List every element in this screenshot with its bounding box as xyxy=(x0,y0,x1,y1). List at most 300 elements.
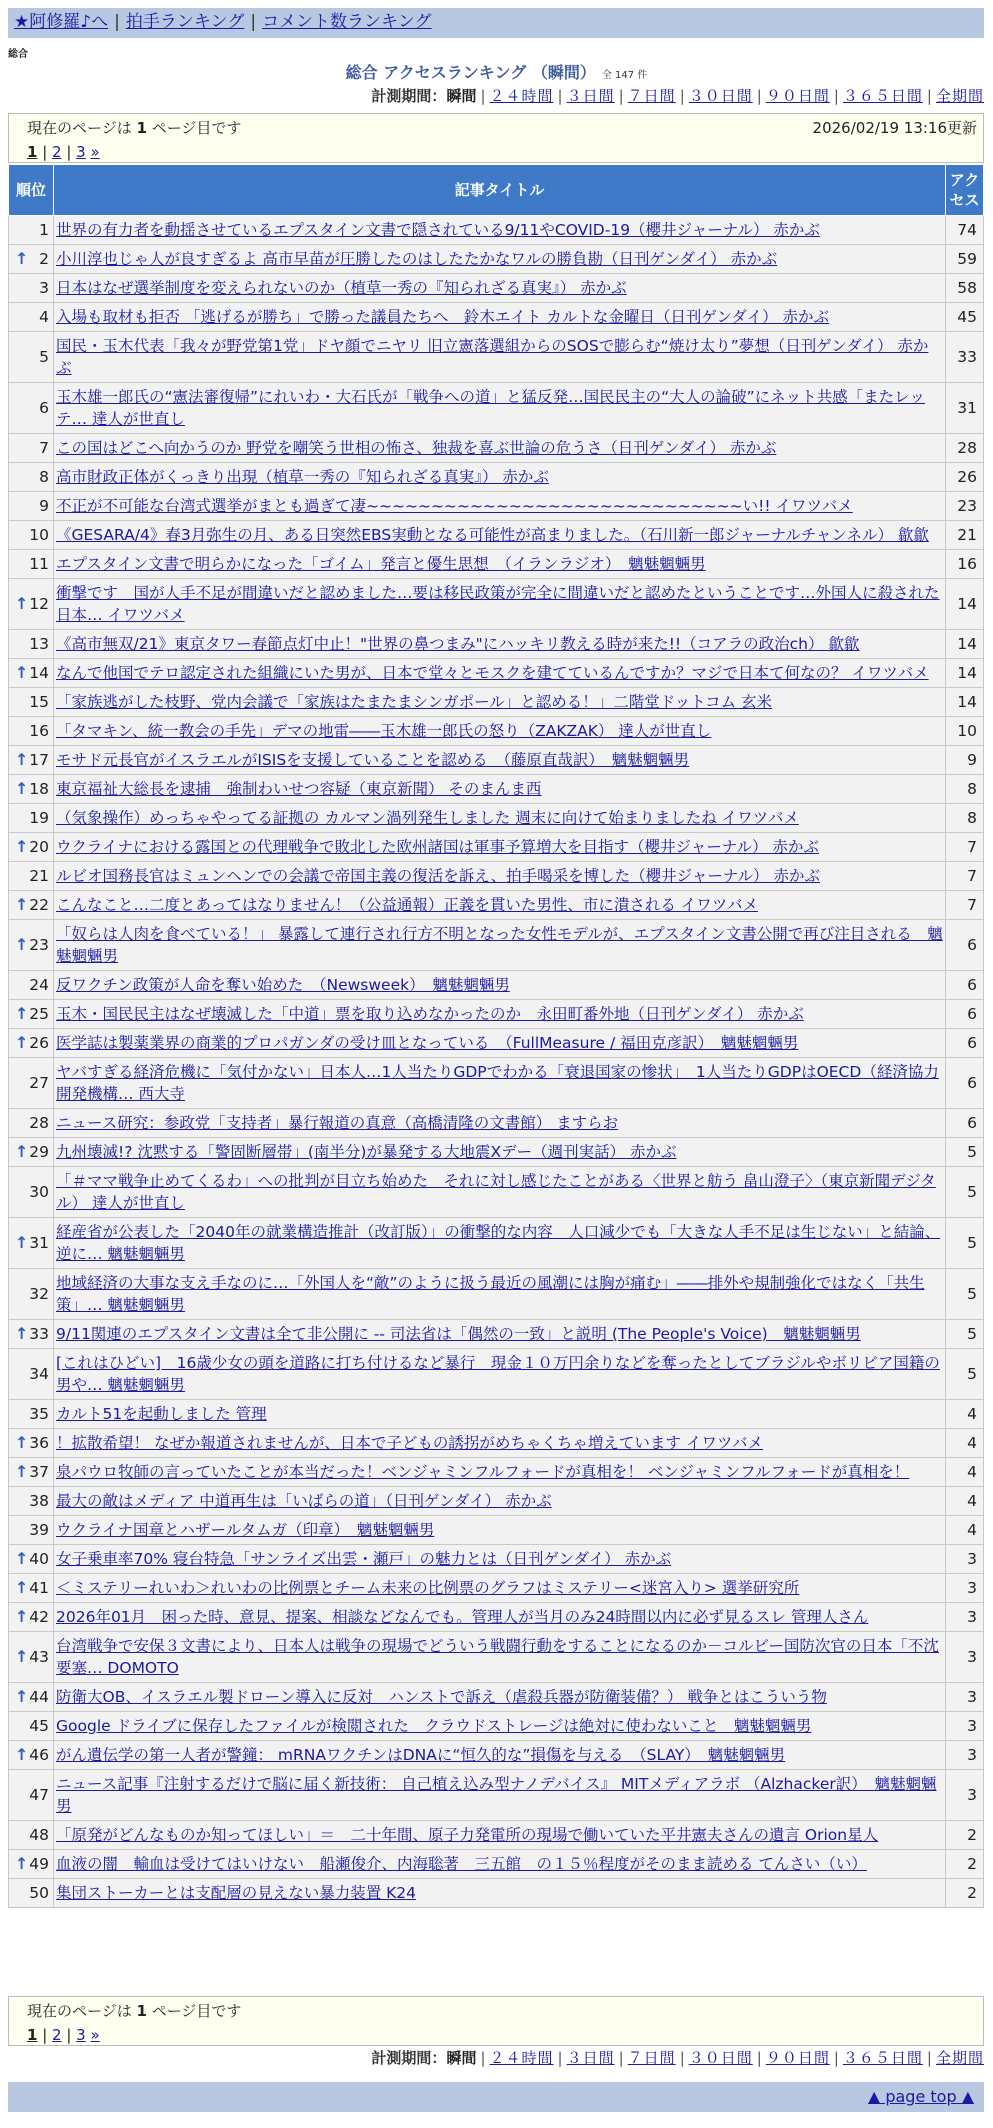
period-link[interactable]: ２４時間 xyxy=(489,2049,554,2067)
article-link[interactable]: 9/11関連のエプスタイン文書は全て非公開に -- 司法省は「偶然の一致」と説明 (The People's Voice) 魑魅魍魎男 xyxy=(56,1325,861,1343)
access-count: 5 xyxy=(946,1218,984,1269)
article-link[interactable]: 世界の有力者を動揺させているエプスタイン文書で隠されている9/11やCOVID-19（櫻井ジャーナル） 赤かぶ xyxy=(56,221,820,239)
period-separator: | xyxy=(557,2049,563,2067)
access-count: 9 xyxy=(946,746,984,775)
access-count: 14 xyxy=(946,579,984,630)
table-header-row xyxy=(9,165,984,216)
rank-cell xyxy=(9,1683,54,1712)
article-link[interactable]: ニュース記事『注射するだけで脳に届く新技術： 自己植え込み型ナノデバイス』 MITメディアラボ （Alzhacker訳） 魑魅魍魎男 xyxy=(56,1775,937,1815)
rank-cell xyxy=(9,1712,54,1741)
page-separator: | xyxy=(61,2026,77,2044)
article-link[interactable]: ウクライナ国章とハザールタムガ（印章） 魑魅魍魎男 xyxy=(56,1521,435,1539)
access-count: 3 xyxy=(946,1632,984,1683)
rank-number: 30 xyxy=(29,1183,49,1201)
article-link[interactable]: 防衛大OB、イスラエル製ドローン導入に反対 ハンストで訴え（虐殺兵器が防衛装備？） 戦争とはこういう物 xyxy=(56,1688,827,1706)
rank-cell xyxy=(9,383,54,434)
arrow-up-icon: ↑ xyxy=(15,1607,29,1626)
rank-cell xyxy=(9,717,54,746)
top-nav-bar xyxy=(8,8,984,38)
rank-number: 17 xyxy=(29,751,49,769)
period-link[interactable]: ３６５日間 xyxy=(842,2049,923,2067)
page-links xyxy=(27,140,965,164)
rank-cell xyxy=(9,920,54,971)
nav-separator: | xyxy=(114,12,120,32)
access-count: 3 xyxy=(946,1712,984,1741)
article-link[interactable]: ！拡散希望！ なぜか報道されませんが、日本で子どもの誘拐がめちゃくちゃ増えています イワツバメ xyxy=(56,1434,764,1452)
title-cell xyxy=(54,1218,946,1269)
arrow-up-icon: ↑ xyxy=(15,1745,29,1764)
current-page-number: 1 xyxy=(136,2002,147,2020)
table-row xyxy=(9,1545,984,1574)
rank-number: 3 xyxy=(39,279,49,297)
article-link[interactable]: 「タマキン、統一教会の手先」デマの地雷――玉木雄一郎氏の怒り（ZAKZAK） 達人が世直し xyxy=(56,722,712,740)
rank-cell xyxy=(9,245,54,274)
period-separator: | xyxy=(833,87,839,105)
period-separator: | xyxy=(926,2049,932,2067)
arrow-up-icon: ↑ xyxy=(15,935,29,954)
article-link[interactable]: カルト51を起動しました 管理 xyxy=(56,1405,267,1423)
table-row xyxy=(9,1712,984,1741)
title-cell xyxy=(54,1429,946,1458)
arrow-up-icon: ↑ xyxy=(15,1687,29,1706)
access-count: 8 xyxy=(946,804,984,833)
title-cell xyxy=(54,1879,946,1908)
rank-cell xyxy=(9,1269,54,1320)
table-row xyxy=(9,1821,984,1850)
access-count: 6 xyxy=(946,1029,984,1058)
rank-cell xyxy=(9,1516,54,1545)
article-link[interactable]: 衝撃です 国が人手不足が間違いだと認めました…要は移民政策が完全に間違いだと認めたということです…外国人に殺された日本… イワツバメ xyxy=(56,584,940,624)
article-link[interactable]: 東京福祉大総長を逮捕 強制わいせつ容疑（東京新聞） そのまんま西 xyxy=(56,780,542,798)
access-count: 45 xyxy=(946,303,984,332)
page-top-link[interactable]: ▲ page top ▲ xyxy=(867,2087,974,2106)
rank-cell xyxy=(9,550,54,579)
access-count: 6 xyxy=(946,920,984,971)
table-row xyxy=(9,1632,984,1683)
article-link[interactable]: 国民・玉木代表「我々が野党第1党」ドヤ顔でニヤリ 旧立憲落選組からのSOSで膨らむ“焼け太り”夢想（日刊ゲンダイ） 赤かぶ xyxy=(56,337,929,377)
column-header-title: 記事タイトル xyxy=(54,165,946,216)
period-link[interactable]: ３日間 xyxy=(566,87,615,105)
article-link[interactable]: ウクライナにおける露国との代理戦争で敗北した欧州諸国は軍事予算増大を目指す（櫻井ジャーナル） 赤かぶ xyxy=(56,838,819,856)
table-row xyxy=(9,1167,984,1218)
ranking-table xyxy=(8,164,984,1908)
rank-cell xyxy=(9,1400,54,1429)
article-link[interactable]: がん遺伝学の第一人者が警鐘： mRNAワクチンはDNAに“恒久的な”損傷を与える （SLAY） 魑魅魍魎男 xyxy=(56,1746,786,1764)
rank-cell xyxy=(9,891,54,920)
rank-number: 14 xyxy=(29,664,49,682)
rank-number: 11 xyxy=(29,555,49,573)
table-row xyxy=(9,1850,984,1879)
article-link[interactable]: 地域経済の大事な支え手なのに…「外国人を“敵”のように扱う最近の風潮には胸が痛む」――排外や規制強化ではなく「共生策」… 魑魅魍魎男 xyxy=(56,1274,925,1314)
pager-top xyxy=(8,113,984,163)
title-cell xyxy=(54,1400,946,1429)
page-links xyxy=(27,2023,965,2047)
period-link[interactable]: ３０日間 xyxy=(688,87,753,105)
rank-cell xyxy=(9,1218,54,1269)
rank-number: 26 xyxy=(29,1034,49,1052)
article-link[interactable]: 女子乗車率70% 寝台特急「サンライズ出雲・瀬戸」の魅力とは（日刊ゲンダイ） 赤かぶ xyxy=(56,1550,672,1568)
rank-number: 19 xyxy=(29,809,49,827)
rank-cell xyxy=(9,1632,54,1683)
access-count: 8 xyxy=(946,775,984,804)
rank-cell xyxy=(9,1167,54,1218)
arrow-up-icon: ↑ xyxy=(15,1647,29,1666)
article-link[interactable]: ヤバすぎる経済危機に「気付かない」日本人…1人当たりGDPでわかる「衰退国家の惨状」 1人当たりGDPはOECD（経済協力開発機構… 西大寺 xyxy=(56,1063,939,1103)
article-link[interactable]: 「家族逃がした枝野、党内会議で「家族はたまたまシンガポール」と認める！」二階堂ドットコム 玄米 xyxy=(56,693,772,711)
article-link[interactable]: こんなこと…二度とあってはなりません！（公益通報）正義を貫いた男性、市に潰される イワツバメ xyxy=(56,896,758,914)
article-link[interactable]: 九州壊滅!? 沈黙する「警固断層帯」(南半分)が暴発する大地震Xデー（週刊実話） 赤かぶ xyxy=(56,1143,677,1161)
period-link[interactable]: ３６５日間 xyxy=(842,87,923,105)
home-link[interactable]: ★阿修羅♪へ xyxy=(14,12,109,32)
table-row xyxy=(9,971,984,1000)
rank-cell xyxy=(9,746,54,775)
period-separator: | xyxy=(679,2049,685,2067)
rank-cell xyxy=(9,1487,54,1516)
title-cell xyxy=(54,1603,946,1632)
period-link[interactable]: ２４時間 xyxy=(489,87,554,105)
rank-cell xyxy=(9,216,54,245)
rank-number: 37 xyxy=(29,1463,49,1481)
page-link[interactable]: 3 xyxy=(76,143,86,161)
access-count: 6 xyxy=(946,1000,984,1029)
arrow-up-icon: ↑ xyxy=(15,1462,29,1481)
page-status: 現在のページは 1 ページ目です xyxy=(27,2002,242,2020)
arrow-up-icon: ↑ xyxy=(15,750,29,769)
title-cell xyxy=(54,303,946,332)
table-row xyxy=(9,1516,984,1545)
period-separator: | xyxy=(618,87,624,105)
article-link[interactable]: エプスタイン文書で明らかになった「ゴイム」発言と優生思想 （イランラジオ） 魑魅魍魎男 xyxy=(56,555,706,573)
rank-cell xyxy=(9,521,54,550)
article-link[interactable]: ニュース研究：参政党「支持者」暴行報道の真意（高橋清隆の文書館） ますらお xyxy=(56,1114,619,1132)
table-row xyxy=(9,1487,984,1516)
rank-number: 15 xyxy=(29,693,49,711)
access-count: 2 xyxy=(946,1821,984,1850)
arrow-up-icon: ↑ xyxy=(15,1854,29,1873)
rank-number: 49 xyxy=(29,1855,49,1873)
access-count: 14 xyxy=(946,630,984,659)
rank-number: 13 xyxy=(29,635,49,653)
article-link[interactable]: 2026年01月 困った時、意見、提案、相談などなんでも。管理人が当月のみ24時間以内に必ず見るスレ 管理人さん xyxy=(56,1608,869,1626)
table-row xyxy=(9,1770,984,1821)
period-link[interactable]: ３日間 xyxy=(566,2049,615,2067)
title-cell xyxy=(54,1741,946,1770)
table-row xyxy=(9,216,984,245)
arrow-up-icon: ↑ xyxy=(15,1033,29,1052)
table-row xyxy=(9,833,984,862)
table-row xyxy=(9,659,984,688)
rank-cell xyxy=(9,274,54,303)
rank-cell xyxy=(9,492,54,521)
rank-cell xyxy=(9,1545,54,1574)
table-row xyxy=(9,245,984,274)
article-link[interactable]: 経産省が公表した「2040年の就業構造推計（改訂版）」の衝撃的な内容 人口減少でも「大きな人手不足は生じない」と結論、逆に… 魑魅魍魎男 xyxy=(56,1223,941,1263)
title-cell xyxy=(54,891,946,920)
access-count: 5 xyxy=(946,1349,984,1400)
article-link[interactable]: 不正が不可能な台湾式選挙がまとも過ぎて凄~~~~~~~~~~~~~~~~~~~~~~~~~~~~~い!! イワツバメ xyxy=(56,497,853,515)
rank-cell xyxy=(9,1458,54,1487)
title-cell xyxy=(54,550,946,579)
arrow-up-icon: ↑ xyxy=(15,779,29,798)
table-row xyxy=(9,775,984,804)
access-count: 2 xyxy=(946,1879,984,1908)
period-link[interactable]: 全期間 xyxy=(935,2049,984,2067)
title-cell xyxy=(54,216,946,245)
title-cell xyxy=(54,862,946,891)
access-count: 14 xyxy=(946,688,984,717)
rank-cell xyxy=(9,434,54,463)
access-count: 28 xyxy=(946,434,984,463)
title-cell xyxy=(54,492,946,521)
access-count: 10 xyxy=(946,717,984,746)
page-separator: | xyxy=(61,143,77,161)
rank-number: 36 xyxy=(29,1434,49,1452)
next-page-link[interactable]: » xyxy=(90,143,100,161)
title-cell xyxy=(54,383,946,434)
rank-number: 10 xyxy=(29,526,49,544)
access-count: 5 xyxy=(946,1269,984,1320)
rank-cell xyxy=(9,579,54,630)
rank-number: 47 xyxy=(29,1786,49,1804)
title-cell xyxy=(54,1516,946,1545)
rank-cell xyxy=(9,1741,54,1770)
access-count: 33 xyxy=(946,332,984,383)
rank-number: 4 xyxy=(39,308,49,326)
title-cell xyxy=(54,1545,946,1574)
rank-number: 25 xyxy=(29,1005,49,1023)
title-cell xyxy=(54,274,946,303)
table-row xyxy=(9,1109,984,1138)
rank-cell xyxy=(9,1574,54,1603)
table-row xyxy=(9,1269,984,1320)
article-link[interactable]: 入場も取材も拒否 「逃げるが勝ち」で勝った議員たちへ 鈴木エイト カルトな金曜日（日刊ゲンダイ） 赤かぶ xyxy=(56,308,830,326)
rank-cell xyxy=(9,1821,54,1850)
page-separator: | xyxy=(37,2026,53,2044)
arrow-up-icon: ↑ xyxy=(15,1549,29,1568)
article-link[interactable]: 玉木・国民民主はなぜ壊滅した「中道」票を取り込めなかったのか 永田町番外地（日刊ゲンダイ） 赤かぶ xyxy=(56,1005,804,1023)
access-count: 2 xyxy=(946,1850,984,1879)
title-cell xyxy=(54,630,946,659)
table-row xyxy=(9,1879,984,1908)
rank-number: 6 xyxy=(39,399,49,417)
rank-cell xyxy=(9,1349,54,1400)
page-link[interactable]: 2 xyxy=(52,143,62,161)
access-count: 4 xyxy=(946,1487,984,1516)
arrow-up-icon: ↑ xyxy=(15,1142,29,1161)
access-count: 7 xyxy=(946,833,984,862)
period-current: 瞬間 xyxy=(446,87,477,105)
title-cell xyxy=(54,1770,946,1821)
title-cell xyxy=(54,1850,946,1879)
rank-number: 48 xyxy=(29,1826,49,1844)
rank-number: 2 xyxy=(39,250,49,268)
article-link[interactable]: 反ワクチン政策が人命を奪い始めた （Newsweek） 魑魅魍魎男 xyxy=(56,976,510,994)
rank-number: 42 xyxy=(29,1608,49,1626)
title-cell xyxy=(54,1109,946,1138)
rank-number: 5 xyxy=(39,348,49,366)
rank-cell xyxy=(9,1320,54,1349)
article-link[interactable]: [これはひどい] 16歳少女の頭を道路に打ち付けるなど暴行 現金１０万円余りなどを奪ったとしてブラジルやボリビア国籍の男や… 魑魅魍魎男 xyxy=(56,1354,940,1394)
table-row xyxy=(9,630,984,659)
comment-ranking-link[interactable]: コメント数ランキング xyxy=(262,12,432,32)
access-count: 21 xyxy=(946,521,984,550)
table-row xyxy=(9,1683,984,1712)
table-row xyxy=(9,688,984,717)
table-row xyxy=(9,717,984,746)
table-row xyxy=(9,862,984,891)
arrow-up-icon: ↑ xyxy=(15,663,29,682)
article-link[interactable]: モサド元長官がイスラエルがISISを支援していることを認める （藤原直哉訳） 魑魅魍魎男 xyxy=(56,751,690,769)
table-row xyxy=(9,1349,984,1400)
period-separator: | xyxy=(679,87,685,105)
table-row xyxy=(9,1429,984,1458)
period-separator: | xyxy=(926,87,932,105)
article-link[interactable]: 日本はなぜ選挙制度を変えられないのか（植草一秀の『知られざる真実』） 赤かぶ xyxy=(56,279,627,297)
next-page-link[interactable]: » xyxy=(90,2026,100,2044)
title-cell xyxy=(54,1574,946,1603)
access-count: 16 xyxy=(946,550,984,579)
table-row xyxy=(9,1603,984,1632)
article-link[interactable]: 「奴らは人肉を食べている！」 暴露して連行され行方不明となった女性モデルが、エプスタイン文書公開で再び注目される 魑魅魍魎男 xyxy=(56,925,943,965)
period-label: 計測期間： xyxy=(371,87,447,105)
rank-number: 9 xyxy=(39,497,49,515)
article-link[interactable]: 玉木雄一郎氏の“憲法審復帰”にれいわ・大石氏が「戦争への道」と猛反発…国民民主の“大人の論破”にネット共感「またレッテ… 達人が世直し xyxy=(56,388,925,428)
title-cell xyxy=(54,1683,946,1712)
title-cell xyxy=(54,434,946,463)
access-count: 4 xyxy=(946,1400,984,1429)
rank-number: 41 xyxy=(29,1579,49,1597)
article-link[interactable]: この国はどこへ向かうのか 野党を嘲笑う世相の怖さ、独裁を喜ぶ世論の危うさ（日刊ゲンダイ） 赤かぶ xyxy=(56,439,777,457)
title-cell xyxy=(54,1269,946,1320)
title-cell xyxy=(54,1821,946,1850)
title-cell xyxy=(54,971,946,1000)
rank-cell xyxy=(9,630,54,659)
article-link[interactable]: 《GESARA/4》春3月弥生の月、ある日突然EBS実動となる可能性が高まりました。（石川新一郎ジャーナルチャンネル） 歙歙 xyxy=(56,526,929,544)
title-cell xyxy=(54,775,946,804)
article-link[interactable]: 血液の闇 輸血は受けてはいけない 船瀬俊介、内海聡著 三五館 の１５％程度がそのまま読める てんさい（い） xyxy=(56,1855,867,1873)
period-separator: | xyxy=(557,87,563,105)
rank-number: 20 xyxy=(29,838,49,856)
article-link[interactable]: 《高市無双/21》東京タワー春節点灯中止！"世界の鼻つまみ"にハッキリ教える時が来た!!（コアラの政治ch） 歙歙 xyxy=(56,635,860,653)
rank-number: 46 xyxy=(29,1746,49,1764)
access-count: 4 xyxy=(946,1458,984,1487)
article-link[interactable]: ＜ミステリーれいわ＞れいわの比例票とチーム未来の比例票のグラフはミステリー<迷宮入り> 選挙研究所 xyxy=(56,1579,800,1597)
category-label: 総合 xyxy=(8,49,28,60)
clap-ranking-link[interactable]: 拍手ランキング xyxy=(125,12,245,32)
access-count: 3 xyxy=(946,1545,984,1574)
access-count: 3 xyxy=(946,1683,984,1712)
period-link[interactable]: ９０日間 xyxy=(765,87,830,105)
rank-cell xyxy=(9,804,54,833)
rank-number: 33 xyxy=(29,1325,49,1343)
rank-cell xyxy=(9,1879,54,1908)
rank-cell xyxy=(9,1029,54,1058)
rank-cell xyxy=(9,1429,54,1458)
access-count: 7 xyxy=(946,891,984,920)
access-count: 74 xyxy=(946,216,984,245)
title-cell xyxy=(54,1000,946,1029)
rank-number: 32 xyxy=(29,1285,49,1303)
arrow-up-icon: ↑ xyxy=(15,1578,29,1597)
title-cell xyxy=(54,463,946,492)
article-link[interactable]: ルビオ国務長官はミュンヘンでの会議で帝国主義の復活を訴え、拍手喝采を博した（櫻井ジャーナル） 赤かぶ xyxy=(56,867,820,885)
rank-number: 40 xyxy=(29,1550,49,1568)
rank-number: 12 xyxy=(29,595,49,613)
title-cell xyxy=(54,1320,946,1349)
rank-number: 50 xyxy=(29,1884,49,1902)
period-nav-bottom xyxy=(371,2048,984,2068)
title-cell xyxy=(54,521,946,550)
period-link[interactable]: 全期間 xyxy=(935,87,984,105)
access-count: 23 xyxy=(946,492,984,521)
article-link[interactable]: （気象操作）めっちゃやってる証拠の カルマン渦列発生しました 週末に向けて始まりましたね イワツバメ xyxy=(56,809,799,827)
period-link[interactable]: ７日間 xyxy=(627,87,676,105)
rank-number: 8 xyxy=(39,468,49,486)
title-cell xyxy=(54,1058,946,1109)
article-link[interactable]: 高市財政正体がくっきり出現（植草一秀の『知られざる真実』） 赤かぶ xyxy=(56,468,549,486)
article-link[interactable]: Google ドライブに保存したファイルが検閲された クラウドストレージは絶対に使わないこと 魑魅魍魎男 xyxy=(56,1717,812,1735)
article-link[interactable]: 医学誌は製薬業界の商業的プロパガンダの受け皿となっている （FullMeasure / 福田克彦訳） 魑魅魍魎男 xyxy=(56,1034,799,1052)
title-cell xyxy=(54,1712,946,1741)
access-count: 59 xyxy=(946,245,984,274)
page-link[interactable]: 2 xyxy=(52,2026,62,2044)
column-header-access: アクセス xyxy=(946,165,984,216)
title-cell xyxy=(54,579,946,630)
column-header-rank: 順位 xyxy=(9,165,54,216)
title-cell xyxy=(54,1138,946,1167)
period-link[interactable]: ７日間 xyxy=(627,2049,676,2067)
table-row xyxy=(9,1058,984,1109)
rank-number: 28 xyxy=(29,1114,49,1132)
rank-number: 29 xyxy=(29,1143,49,1161)
table-row xyxy=(9,303,984,332)
rank-number: 7 xyxy=(39,439,49,457)
article-link[interactable]: 台湾戦争で安保３文書により、日本人は戦争の現場でどういう戦闘行動をすることになるのか－コルビー国防次官の日本「不沈要塞… DOMOTO xyxy=(56,1637,939,1677)
rank-cell xyxy=(9,1603,54,1632)
period-link[interactable]: ３０日間 xyxy=(688,2049,753,2067)
table-row xyxy=(9,1138,984,1167)
article-link[interactable]: 「原発がどんなものか知ってほしい」＝ 二十年間、原子力発電所の現場で働いていた平井憲夫さんの遺言 Orion星人 xyxy=(56,1826,879,1844)
article-link[interactable]: 泉パウロ牧師の言っていたことが本当だった！ベンジャミンフルフォードが真相を！ ベンジャミンフルフォードが真相を！ xyxy=(56,1463,910,1481)
rank-cell xyxy=(9,971,54,1000)
article-link[interactable]: なんで他国でテロ認定された組織にいた男が、日本で堂々とモスクを建てているんですか？マジで日本て何なの？ イワツバメ xyxy=(56,664,929,682)
rank-number: 38 xyxy=(29,1492,49,1510)
rank-number: 1 xyxy=(39,221,49,239)
table-row xyxy=(9,434,984,463)
title-cell xyxy=(54,1167,946,1218)
table-row xyxy=(9,746,984,775)
page-link[interactable]: 3 xyxy=(76,2026,86,2044)
table-row xyxy=(9,804,984,833)
access-count: 4 xyxy=(946,1429,984,1458)
article-link[interactable]: 最大の敵はメディア 中道再生は「いばらの道」（日刊ゲンダイ） 赤かぶ xyxy=(56,1492,552,1510)
arrow-up-icon: ↑ xyxy=(15,1433,29,1452)
access-count: 6 xyxy=(946,1058,984,1109)
table-row xyxy=(9,891,984,920)
access-count: 6 xyxy=(946,971,984,1000)
rank-number: 34 xyxy=(29,1365,49,1383)
article-link[interactable]: 小川淳也じゃ人が良すぎるよ 高市早苗が圧勝したのはしたたかなワルの勝負勘（日刊ゲンダイ） 赤かぶ xyxy=(56,250,778,268)
arrow-up-icon: ↑ xyxy=(15,594,29,613)
article-link[interactable]: 集団ストーカーとは支配層の見えない暴力装置 K24 xyxy=(56,1884,417,1902)
article-link[interactable]: 「＃ママ戦争止めてくるわ」への批判が目立ち始めた それに対し感じたことがある〈世界と舫う 畠山澄子〉（東京新聞デジタル） 達人が世直し xyxy=(56,1172,936,1212)
table-row xyxy=(9,274,984,303)
period-link[interactable]: ９０日間 xyxy=(765,2049,830,2067)
table-row xyxy=(9,332,984,383)
page-link-current: 1 xyxy=(27,143,38,161)
page-link-current: 1 xyxy=(27,2026,38,2044)
table-row xyxy=(9,521,984,550)
